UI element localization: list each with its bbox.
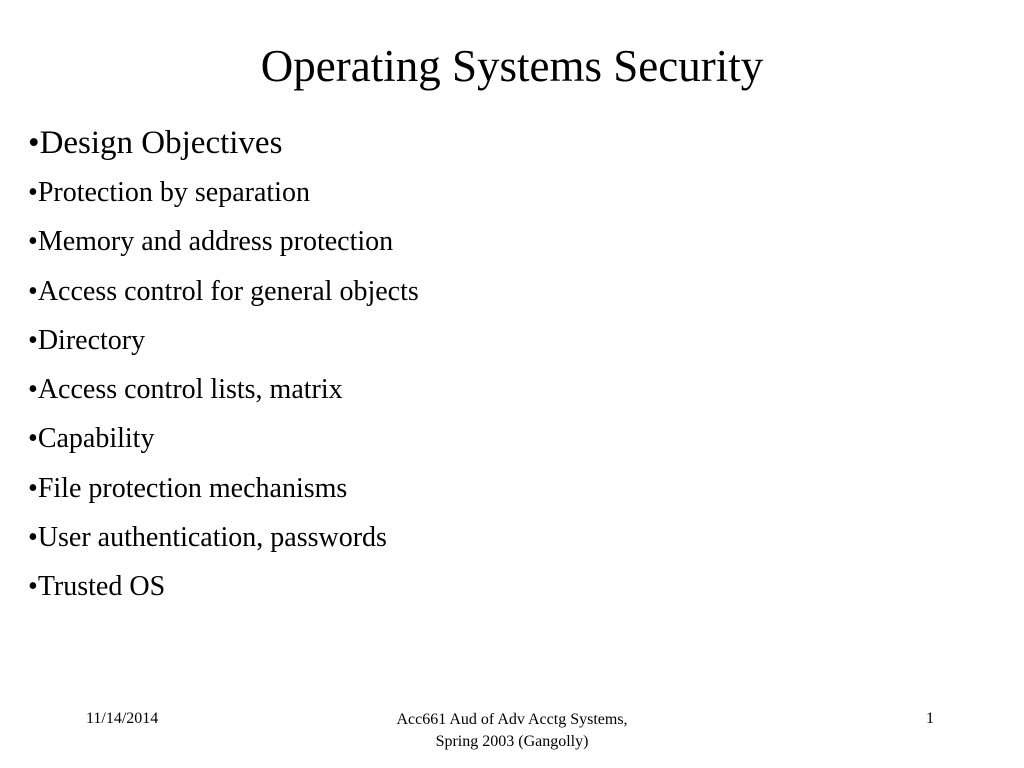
bullet-item-memory-address-protection: • Memory and address protection (28, 217, 419, 266)
bullet-item-access-control-lists-matrix: • Access control lists, matrix (28, 365, 419, 414)
bullet-item-capability: • Capability (28, 414, 419, 463)
slide-title: Operating Systems Security (260, 41, 764, 91)
bullet-item-trusted-os: • Trusted OS (28, 562, 419, 611)
bullet-item-directory: • Directory (28, 316, 419, 365)
bullet-list (28, 118, 419, 612)
footer-date: 11/14/2014 (86, 710, 159, 727)
footer-page-number: 1 (926, 710, 934, 727)
footer-course-line-1: Acc661 Aud of Adv Acctg Systems, (396, 711, 628, 728)
bullet-item-design-objectives: • Design Objectives (28, 118, 419, 168)
bullet-item-user-authentication-passwords: • User authentication, passwords (28, 513, 419, 562)
bullet-item-access-control-general-objects: • Access control for general objects (28, 267, 419, 316)
footer-course-info (312, 709, 712, 753)
bullet-item-file-protection-mechanisms: • File protection mechanisms (28, 464, 419, 513)
bullet-item-protection-by-separation: • Protection by separation (28, 168, 419, 217)
footer-course-line-2: Spring 2003 (Gangolly) (435, 733, 589, 750)
